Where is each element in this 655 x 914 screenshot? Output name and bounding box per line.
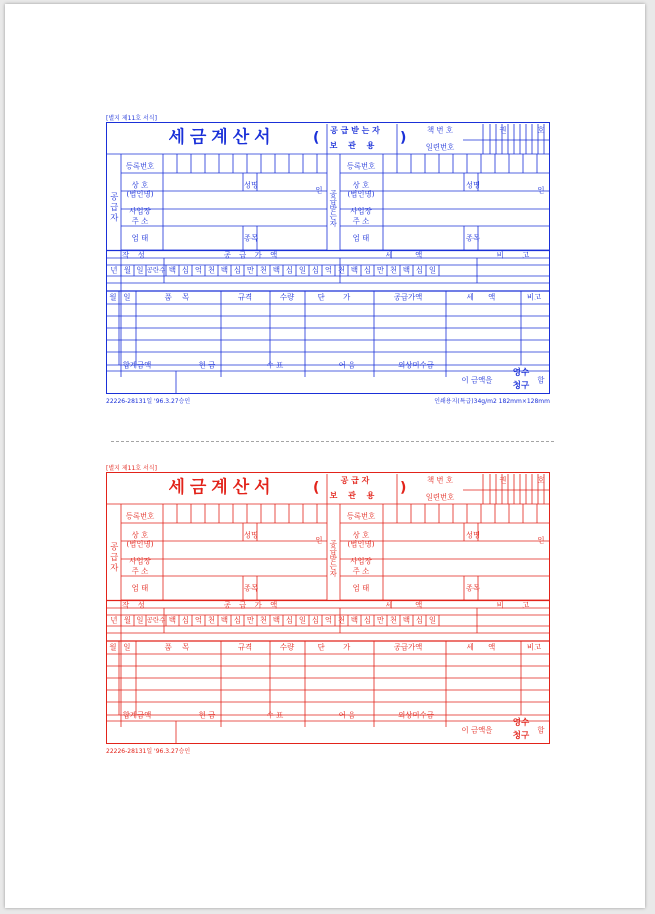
digit-header-cell: 백 [402, 265, 411, 275]
suffix-label: 함 [537, 725, 545, 735]
book-number-label: 책 번 호 [426, 125, 454, 135]
recipient-item-type-label: 종목 [465, 583, 481, 593]
serial-number-label: 일련번호 [425, 492, 455, 502]
receipt-label: 영수 [512, 717, 530, 728]
recipient-reg-number-label: 등록번호 [346, 511, 376, 521]
form-grid-lines [107, 123, 549, 393]
receipt-label: 영수 [512, 367, 530, 378]
date-written-label: 작 성 [122, 600, 148, 610]
digit-header-cell: 십 [181, 265, 190, 275]
supplier-address-label: 사업장 [129, 556, 151, 566]
col-unit-price-label: 단 가 [317, 292, 359, 302]
this-amount-label: 이 금액을 [461, 725, 493, 735]
recipient-address-sub-label: 주 소 [352, 216, 370, 226]
cash-label: 현 금 [198, 710, 216, 720]
digit-header-cell: 천 [207, 265, 216, 275]
supplier-address-sub-label: 주 소 [131, 566, 149, 576]
recipient-reg-number-label: 등록번호 [346, 161, 376, 171]
supply-amount-label: 공 급 가 액 [223, 250, 281, 260]
digit-header-cell: 백 [220, 265, 229, 275]
supplier-seal-label: 인 [315, 535, 323, 545]
supplier-name-label: 성명 [243, 530, 259, 540]
recipient-company-sub-label: (법인명) [347, 189, 375, 199]
recipient-address-label: 사업장 [350, 206, 372, 216]
col-month-label: 월 [109, 292, 117, 302]
digit-header-cell: 만 [376, 615, 385, 625]
digit-header-cell: 만 [376, 265, 385, 275]
close-paren: ) [400, 480, 407, 496]
digit-header-cell: 월 [123, 265, 132, 275]
recipient-address-sub-label: 주 소 [352, 566, 370, 576]
form-number-label: [별지 제11호 서식] [106, 115, 157, 122]
digit-header-cell: 십 [285, 615, 294, 625]
claim-label: 청구 [512, 730, 530, 741]
digit-header-cell: 년 [110, 615, 118, 625]
invoice-frame [106, 122, 550, 394]
supplier-seal-label: 인 [315, 185, 323, 195]
supplier-vertical-label: 공급자 [108, 542, 119, 574]
digit-header-cell: 억 [324, 265, 333, 275]
col-month-label: 월 [109, 642, 117, 652]
digit-header-cell: 월 [123, 615, 132, 625]
supplier-company-label: 상 호 [131, 180, 149, 190]
col-note-label: 비고 [526, 642, 542, 652]
col-note-label: 비고 [526, 292, 542, 302]
cash-label: 현 금 [198, 360, 216, 370]
recipient-seal-label: 인 [537, 185, 545, 195]
digit-header-cell: 만 [246, 615, 255, 625]
check-label: 수 표 [266, 710, 284, 720]
open-paren: ( [313, 130, 320, 146]
recipient-seal-label: 인 [537, 535, 545, 545]
digit-header-cell: 일 [298, 265, 307, 275]
digit-header-cell: 천 [389, 265, 398, 275]
digit-header-cell: 백 [350, 265, 359, 275]
paper-spec-label: 인쇄용지(특급)34g/m2 182mm×128mm [434, 398, 550, 405]
supplier-reg-number-label: 등록번호 [125, 161, 155, 171]
receiver-label: 공 급 받 는 자 [330, 126, 380, 135]
book-ho-label: 호 [537, 475, 545, 485]
supply-amount-label: 공 급 가 액 [223, 600, 281, 610]
recipient-company-label: 상 호 [352, 530, 370, 540]
digit-header-cell: 천 [337, 265, 346, 275]
col-spec-label: 규격 [237, 642, 253, 652]
supplier-vertical-label: 공급자 [108, 192, 119, 224]
digit-header-cell: 백 [402, 615, 411, 625]
digit-header-cell: 공란수 [146, 265, 166, 274]
col-item-label: 품 목 [164, 292, 194, 302]
form-grid-lines [107, 473, 549, 743]
supplier-item-type-label: 종목 [243, 583, 259, 593]
digit-header-cell: 천 [207, 615, 216, 625]
tax-amount-label: 세 액 [385, 250, 433, 260]
remarks-label: 비 고 [496, 600, 538, 610]
check-label: 수 표 [266, 360, 284, 370]
digit-header-cell: 억 [324, 615, 333, 625]
digit-header-cell: 백 [220, 615, 229, 625]
digit-header-cell: 천 [337, 615, 346, 625]
approval-label: 22226-28131일 '96.3.27승인 [106, 748, 191, 755]
digit-header-cell: 백 [272, 615, 281, 625]
total-amount-label: 합계금액 [122, 710, 152, 720]
digit-header-cell: 십 [415, 615, 424, 625]
col-day-label: 일 [123, 292, 131, 302]
col-tax-label: 세 액 [466, 292, 502, 302]
supplier-reg-number-label: 등록번호 [125, 511, 155, 521]
remarks-label: 비 고 [496, 250, 538, 260]
supplier-company-sub-label: (법인명) [126, 539, 154, 549]
col-item-label: 품 목 [164, 642, 194, 652]
invoice-title: 세금계산서 [168, 477, 276, 498]
invoice-frame [106, 472, 550, 744]
book-number-label: 책 번 호 [426, 475, 454, 485]
col-tax-label: 세 액 [466, 642, 502, 652]
col-unit-price-label: 단 가 [317, 642, 359, 652]
credit-label: 외상미수금 [398, 710, 434, 720]
close-paren: ) [400, 130, 407, 146]
digit-header-cell: 만 [246, 265, 255, 275]
recipient-company-label: 상 호 [352, 180, 370, 190]
supplier-company-label: 상 호 [131, 530, 149, 540]
digit-header-cell: 십 [363, 265, 372, 275]
digit-header-cell: 십 [311, 265, 320, 275]
this-amount-label: 이 금액을 [461, 375, 493, 385]
digit-header-cell: 천 [389, 615, 398, 625]
digit-header-cell: 일 [136, 615, 144, 625]
digit-header-cell: 십 [415, 265, 424, 275]
recipient-vertical-label: 공급받는자 [328, 539, 338, 577]
col-qty-label: 수량 [279, 642, 295, 652]
digit-header-cell: 십 [233, 265, 242, 275]
col-spec-label: 규격 [237, 292, 253, 302]
digit-header-cell: 일 [136, 265, 144, 275]
recipient-address-label: 사업장 [350, 556, 372, 566]
open-paren: ( [313, 480, 320, 496]
digit-header-cell: 일 [428, 265, 437, 275]
digit-header-cell: 십 [285, 265, 294, 275]
copy-type-label: 보 관 용 [329, 491, 379, 500]
invoice-title: 세금계산서 [168, 127, 276, 148]
document-page [5, 4, 645, 908]
recipient-company-sub-label: (법인명) [347, 539, 375, 549]
form-number-label: [별지 제11호 서식] [106, 465, 157, 472]
digit-header-cell: 억 [194, 615, 203, 625]
supplier-company-sub-label: (법인명) [126, 189, 154, 199]
bill-label: 어 음 [338, 710, 356, 720]
tax-amount-label: 세 액 [385, 600, 433, 610]
digit-header-cell: 천 [259, 265, 268, 275]
book-volume-label: 권 [499, 475, 507, 485]
col-supply-label: 공급가액 [393, 292, 423, 302]
book-volume-label: 권 [499, 125, 507, 135]
recipient-business-type-label: 업 태 [352, 583, 370, 593]
supplier-item-type-label: 종목 [243, 233, 259, 243]
digit-header-cell: 백 [168, 265, 177, 275]
digit-header-cell: 십 [363, 615, 372, 625]
digit-header-cell: 공란수 [146, 615, 166, 624]
book-ho-label: 호 [537, 125, 545, 135]
date-written-label: 작 성 [122, 250, 148, 260]
cut-line [111, 441, 554, 442]
credit-label: 외상미수금 [398, 360, 434, 370]
supplier-business-type-label: 업 태 [131, 233, 149, 243]
bill-label: 어 음 [338, 360, 356, 370]
digit-header-cell: 일 [428, 615, 437, 625]
col-qty-label: 수량 [279, 292, 295, 302]
col-day-label: 일 [123, 642, 131, 652]
claim-label: 청구 [512, 380, 530, 391]
supplier-name-label: 성명 [243, 180, 259, 190]
approval-label: 22226-28131일 '96.3.27승인 [106, 398, 191, 405]
digit-header-cell: 천 [259, 615, 268, 625]
col-supply-label: 공급가액 [393, 642, 423, 652]
suffix-label: 함 [537, 375, 545, 385]
digit-header-cell: 백 [350, 615, 359, 625]
digit-header-cell: 십 [233, 615, 242, 625]
recipient-business-type-label: 업 태 [352, 233, 370, 243]
supplier-address-sub-label: 주 소 [131, 216, 149, 226]
total-amount-label: 합계금액 [122, 360, 152, 370]
recipient-name-label: 성명 [465, 530, 481, 540]
recipient-name-label: 성명 [465, 180, 481, 190]
digit-header-cell: 억 [194, 265, 203, 275]
digit-header-cell: 백 [272, 265, 281, 275]
digit-header-cell: 십 [181, 615, 190, 625]
supplier-business-type-label: 업 태 [131, 583, 149, 593]
copy-type-label: 보 관 용 [329, 141, 379, 150]
digit-header-cell: 십 [311, 615, 320, 625]
digit-header-cell: 일 [298, 615, 307, 625]
receiver-label: 공 급 자 [340, 476, 370, 485]
recipient-item-type-label: 종목 [465, 233, 481, 243]
supplier-address-label: 사업장 [129, 206, 151, 216]
serial-number-label: 일련번호 [425, 142, 455, 152]
digit-header-cell: 백 [168, 615, 177, 625]
recipient-vertical-label: 공급받는자 [328, 189, 338, 227]
digit-header-cell: 년 [110, 265, 118, 275]
